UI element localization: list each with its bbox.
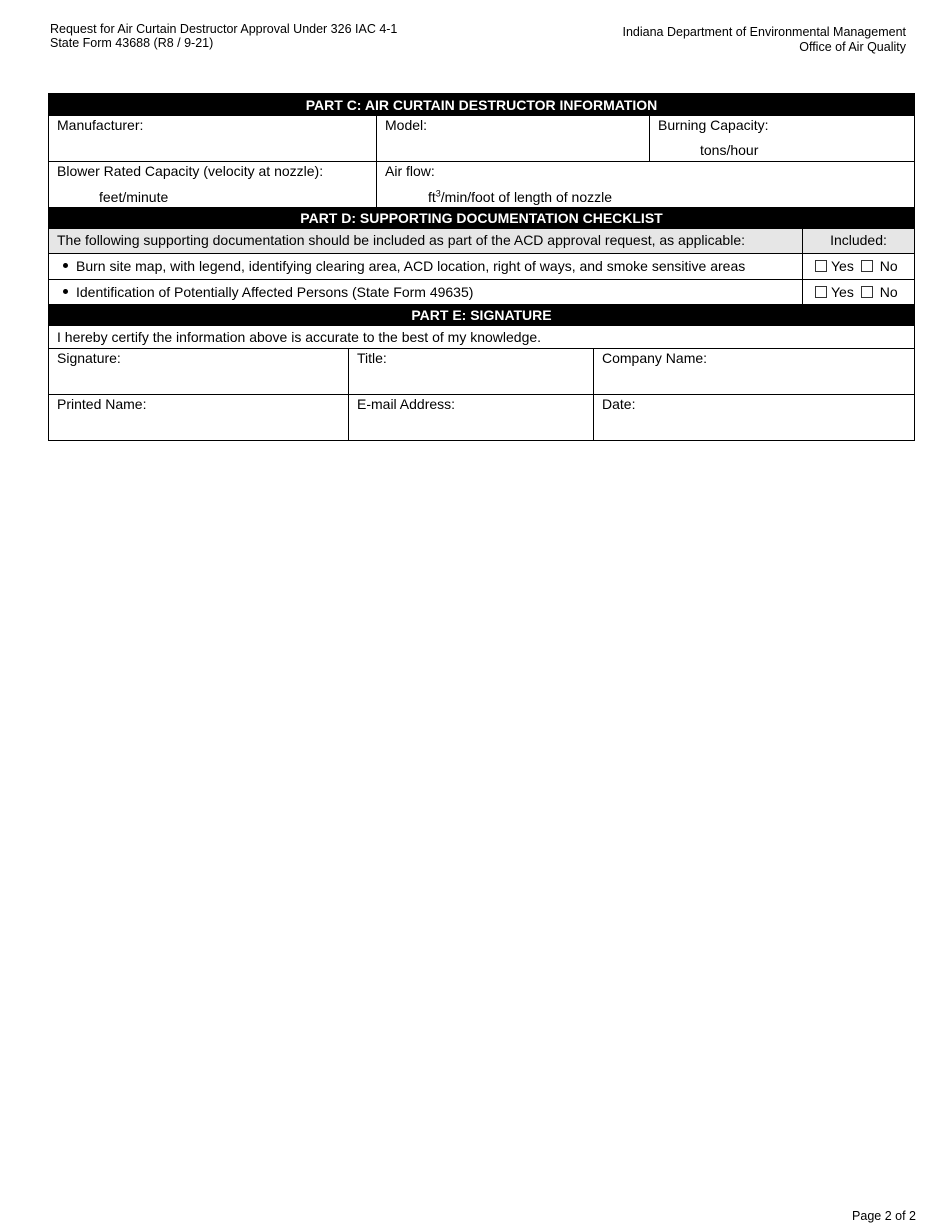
part-e-heading: PART E: SIGNATURE: [49, 304, 914, 326]
yes-checkbox[interactable]: [815, 286, 827, 298]
title-field[interactable]: [348, 349, 593, 394]
email-field[interactable]: [348, 395, 593, 440]
form-header-right: [623, 25, 907, 55]
bullet-icon: [63, 263, 68, 268]
no-checkbox[interactable]: [861, 286, 873, 298]
part-d-heading: PART D: SUPPORTING DOCUMENTATION CHECKLIST: [49, 207, 914, 229]
checklist-intro: The following supporting documentation should be included as part of the ACD approval request, as applicable:: [49, 229, 802, 253]
airflow-label: Air flow:: [385, 163, 435, 179]
form-header-left: [50, 22, 397, 50]
model-field[interactable]: [376, 116, 649, 161]
included-options: Yes No: [802, 280, 914, 304]
part-c-heading: PART C: AIR CURTAIN DESTRUCTOR INFORMATION: [49, 94, 914, 116]
no-checkbox[interactable]: [861, 260, 873, 272]
blower-capacity-field[interactable]: [49, 162, 376, 207]
checklist-item: [49, 279, 914, 304]
company-name-field[interactable]: [593, 349, 914, 394]
bullet-icon: [63, 289, 68, 294]
burning-capacity-field[interactable]: [649, 116, 914, 161]
acd-info-row-2: [49, 161, 914, 207]
included-options: Yes No: [802, 254, 914, 279]
page-number: Page 2 of 2: [852, 1209, 916, 1223]
checklist-item-text: Burn site map, with legend, identifying clearing area, ACD location, right of ways, and smoke sensitive areas: [49, 254, 802, 279]
airflow-unit: $ft^3/\min$/foot of length of nozzle: [428, 188, 613, 205]
acd-info-row-1: [49, 116, 914, 161]
signature-row-2: [49, 394, 914, 440]
blower-capacity-unit: feet/minute: [99, 189, 169, 205]
burning-capacity-unit: tons/hour: [700, 142, 759, 158]
signature-label: Signature:: [57, 350, 121, 366]
agency-name: Indiana Department of Environmental Management: [622, 25, 906, 39]
signature-row-1: [49, 348, 914, 394]
checklist-header-row: [49, 229, 914, 253]
printed-name-label: Printed Name:: [57, 396, 147, 412]
signature-field[interactable]: [49, 349, 348, 394]
form-title: Request for Air Curtain Destructor Approval Under 326 IAC 4-1: [50, 22, 398, 36]
email-label: E-mail Address:: [357, 396, 456, 412]
airflow-field[interactable]: [376, 162, 914, 207]
form-number: State Form 43688 (R8 / 9-21): [50, 36, 214, 50]
title-label: Title:: [357, 350, 387, 366]
date-field[interactable]: [593, 395, 914, 440]
burning-capacity-label: Burning Capacity:: [658, 117, 769, 133]
yes-checkbox[interactable]: [815, 260, 827, 272]
printed-name-field[interactable]: [49, 395, 348, 440]
blower-capacity-label: Blower Rated Capacity (velocity at nozzle):: [57, 163, 324, 179]
date-label: Date:: [602, 396, 636, 412]
model-label: Model:: [385, 117, 428, 133]
application-form: [48, 93, 915, 441]
checklist-item: [49, 253, 914, 279]
certification-statement: I hereby certify the information above is accurate to the best of my knowledge.: [57, 329, 542, 345]
certification-row: [49, 326, 914, 348]
checklist-item-text: Identification of Potentially Affected Persons (State Form 49635): [49, 280, 802, 304]
manufacturer-label: Manufacturer:: [57, 117, 144, 133]
manufacturer-field[interactable]: [49, 116, 376, 161]
included-column-header: Included:: [802, 229, 914, 253]
office-name: Office of Air Quality: [799, 40, 906, 54]
company-name-label: Company Name:: [602, 350, 708, 366]
